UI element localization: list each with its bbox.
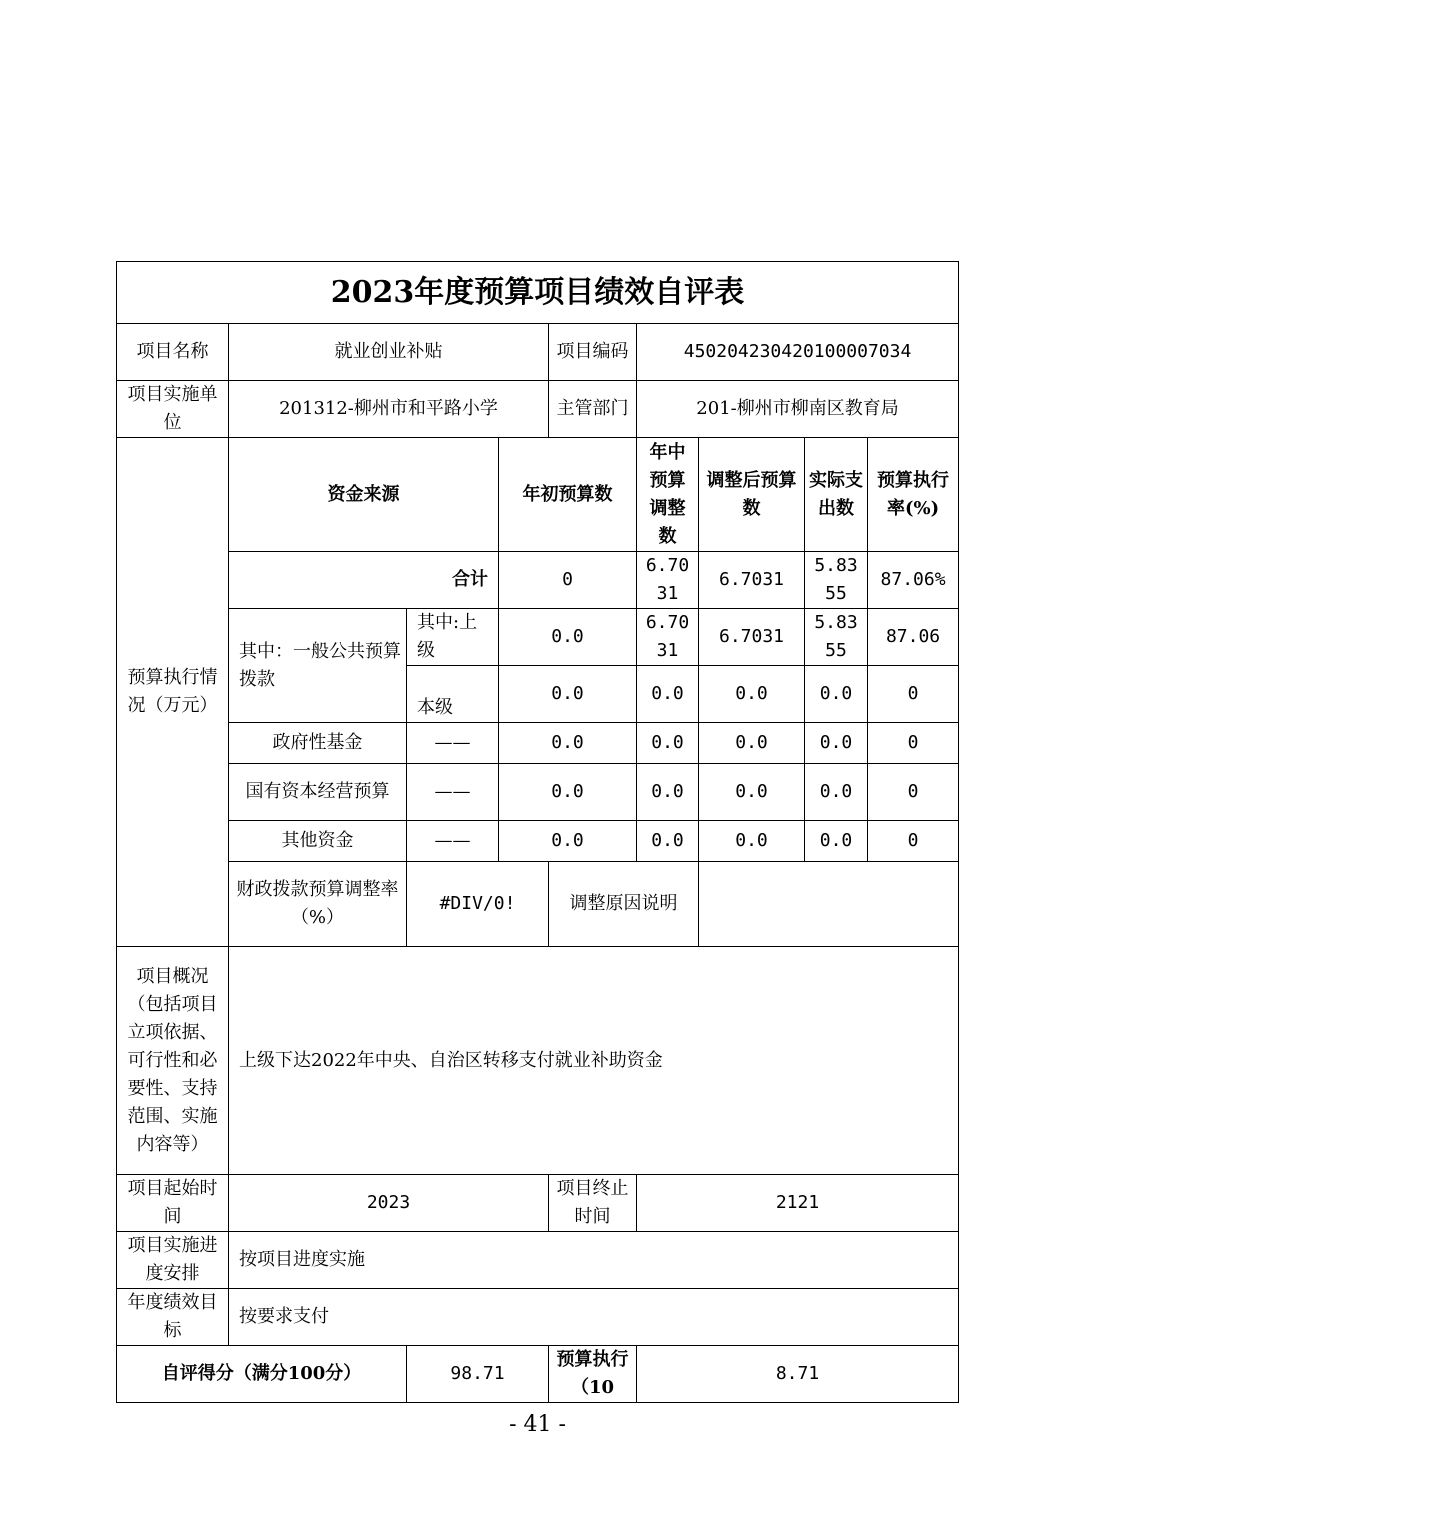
header-initial: 年初预算数 — [499, 438, 637, 552]
state-capital-rate: 0 — [868, 764, 959, 821]
state-capital-mid-adjust: 0.0 — [637, 764, 699, 821]
total-actual: 5.8355 — [805, 552, 868, 609]
budget-exec-value: 8.71 — [637, 1346, 959, 1403]
fiscal-adjust-label: 财政拨款预算调整率（%） — [229, 862, 407, 947]
total-rate: 87.06% — [868, 552, 959, 609]
total-adjusted: 6.7031 — [699, 552, 805, 609]
total-label: 合计 — [229, 552, 499, 609]
header-actual: 实际支出数 — [805, 438, 868, 552]
gov-fund-label: 政府性基金 — [229, 723, 407, 764]
total-initial: 0 — [499, 552, 637, 609]
progress-label: 项目实施进度安排 — [117, 1232, 229, 1289]
performance-evaluation-table — [116, 261, 959, 1403]
other-funds-dash: —— — [407, 821, 499, 862]
page-number: - 41 - — [509, 1412, 566, 1437]
header-adjusted: 调整后预算数 — [699, 438, 805, 552]
adjust-reason-label: 调整原因说明 — [549, 862, 699, 947]
other-funds-label: 其他资金 — [229, 821, 407, 862]
budget-exec-label: 预算执行（10 — [549, 1346, 637, 1403]
goal-value: 按要求支付 — [229, 1289, 959, 1346]
upper-actual: 5.8355 — [805, 609, 868, 666]
impl-unit-label: 项目实施单位 — [117, 381, 229, 438]
overview-label: 项目概况（包括项目立项依据、可行性和必要性、支持范围、实施内容等） — [117, 947, 229, 1175]
end-time-label: 项目终止时间 — [549, 1175, 637, 1232]
upper-label: 其中:上级 — [407, 609, 499, 666]
score-value: 98.71 — [407, 1346, 549, 1403]
gov-fund-actual: 0.0 — [805, 723, 868, 764]
state-capital-initial: 0.0 — [499, 764, 637, 821]
other-funds-rate: 0 — [868, 821, 959, 862]
local-initial: 0.0 — [499, 666, 637, 723]
project-code-label: 项目编码 — [549, 324, 637, 381]
progress-value: 按项目进度实施 — [229, 1232, 959, 1289]
budget-section-label: 预算执行情况（万元） — [117, 438, 229, 947]
upper-rate: 87.06 — [868, 609, 959, 666]
state-capital-actual: 0.0 — [805, 764, 868, 821]
state-capital-label: 国有资本经营预算 — [229, 764, 407, 821]
upper-mid-adjust: 6.7031 — [637, 609, 699, 666]
end-time-value: 2121 — [637, 1175, 959, 1232]
total-mid-adjust: 6.7031 — [637, 552, 699, 609]
impl-unit-value: 201312-柳州市和平路小学 — [229, 381, 549, 438]
header-source: 资金来源 — [229, 438, 499, 552]
gov-fund-mid-adjust: 0.0 — [637, 723, 699, 764]
dept-label: 主管部门 — [549, 381, 637, 438]
upper-adjusted: 6.7031 — [699, 609, 805, 666]
project-name-label: 项目名称 — [117, 324, 229, 381]
gov-fund-dash: —— — [407, 723, 499, 764]
start-time-value: 2023 — [229, 1175, 549, 1232]
other-funds-adjusted: 0.0 — [699, 821, 805, 862]
goal-label: 年度绩效目标 — [117, 1289, 229, 1346]
local-mid-adjust: 0.0 — [637, 666, 699, 723]
dept-value: 201-柳州市柳南区教育局 — [637, 381, 959, 438]
overview-value: 上级下达2022年中央、自治区转移支付就业补助资金 — [229, 947, 959, 1175]
project-name-value: 就业创业补贴 — [229, 324, 549, 381]
state-capital-adjusted: 0.0 — [699, 764, 805, 821]
local-label: 本级 — [407, 666, 499, 723]
other-funds-actual: 0.0 — [805, 821, 868, 862]
table-title: 2023年度预算项目绩效自评表 — [117, 262, 959, 324]
gov-fund-rate: 0 — [868, 723, 959, 764]
local-actual: 0.0 — [805, 666, 868, 723]
start-time-label: 项目起始时间 — [117, 1175, 229, 1232]
upper-initial: 0.0 — [499, 609, 637, 666]
state-capital-dash: —— — [407, 764, 499, 821]
header-rate: 预算执行率(%) — [868, 438, 959, 552]
gov-fund-initial: 0.0 — [499, 723, 637, 764]
adjust-reason-value — [699, 862, 959, 947]
local-rate: 0 — [868, 666, 959, 723]
other-funds-mid-adjust: 0.0 — [637, 821, 699, 862]
other-funds-initial: 0.0 — [499, 821, 637, 862]
local-adjusted: 0.0 — [699, 666, 805, 723]
project-code-value: 450204230420100007034 — [637, 324, 959, 381]
gov-fund-adjusted: 0.0 — [699, 723, 805, 764]
header-mid-adjust: 年中预算调整数 — [637, 438, 699, 552]
fiscal-adjust-value: #DIV/0! — [407, 862, 549, 947]
general-budget-label: 其中：一般公共预算拨款 — [229, 609, 407, 723]
score-label: 自评得分（满分100分） — [117, 1346, 407, 1403]
